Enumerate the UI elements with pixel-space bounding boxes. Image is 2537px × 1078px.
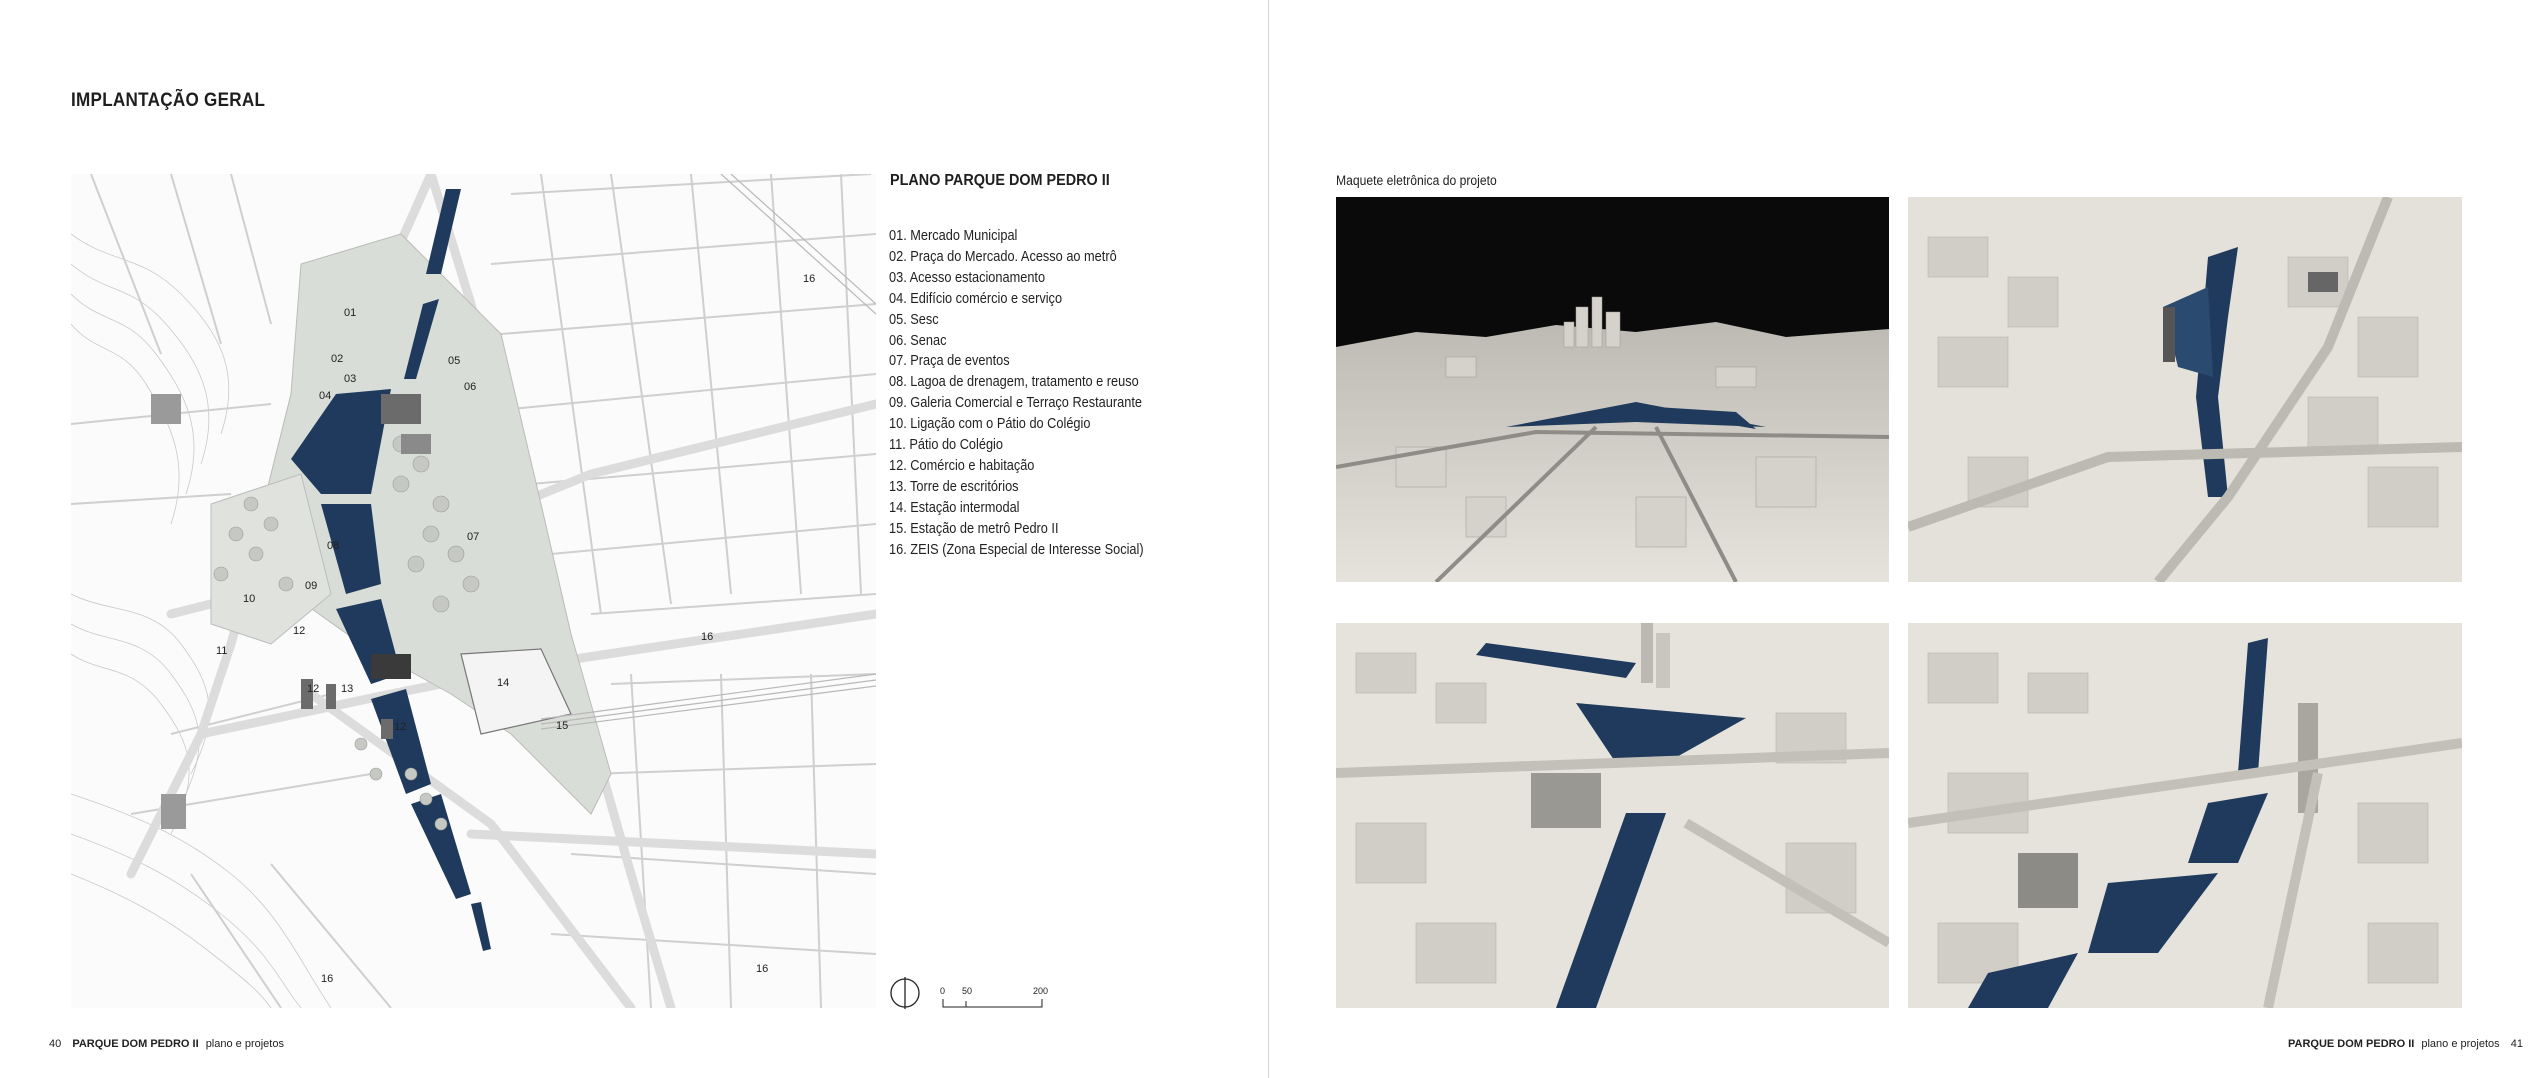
legend-item: 07. Praça de eventos xyxy=(889,353,1010,370)
legend-item: 10. Ligação com o Pátio do Colégio xyxy=(889,416,1091,433)
legend-item: 03. Acesso estacionamento xyxy=(889,269,1046,286)
page-spine xyxy=(1268,0,1269,1078)
map-label-05: 05 xyxy=(448,355,461,367)
scale-label-0: 0 xyxy=(940,986,946,996)
legend-item: 04. Edifício comércio e serviço xyxy=(889,290,1063,307)
legend-item: 06. Senac xyxy=(889,332,947,349)
map-label-15: 15 xyxy=(556,720,569,732)
page-number: 41 xyxy=(2510,1038,2523,1050)
model-render-2 xyxy=(1908,197,2462,582)
legend-item: 11. Pátio do Colégio xyxy=(889,437,1003,454)
page-number: 40 xyxy=(49,1038,62,1050)
scale-label-200: 200 xyxy=(1033,986,1049,996)
plan-title: PLANO PARQUE DOM PEDRO II xyxy=(890,172,1110,189)
footer-title: PARQUE DOM PEDRO II xyxy=(72,1038,199,1050)
legend-item: 01. Mercado Municipal xyxy=(889,228,1018,244)
map-label-09: 09 xyxy=(305,580,318,592)
scale-label-50: 50 xyxy=(962,986,973,996)
map-label-07: 07 xyxy=(467,531,480,543)
legend-item: 08. Lagoa de drenagem, tratamento e reuso xyxy=(889,374,1139,391)
map-label-14: 14 xyxy=(497,677,510,689)
map-label-12b: 12 xyxy=(307,683,320,695)
legend-item: 16. ZEIS (Zona Especial de Interesse Social) xyxy=(889,541,1144,558)
scale-bar-icon xyxy=(940,985,1050,1020)
map-label-13: 13 xyxy=(341,683,354,695)
legend-item: 14. Estação intermodal xyxy=(889,499,1020,516)
map-label-16d: 16 xyxy=(321,973,334,985)
model-render-4 xyxy=(1908,623,2462,1008)
map-label-02: 02 xyxy=(331,353,344,365)
map-label-16c: 16 xyxy=(756,963,769,975)
map-label-11: 11 xyxy=(216,645,228,657)
footer-subtitle: plano e projetos xyxy=(205,1038,284,1050)
legend-item: 12. Comércio e habitação xyxy=(889,457,1035,474)
map-label-16b: 16 xyxy=(701,631,714,643)
footer-right xyxy=(2288,1038,2523,1050)
map-label-06: 06 xyxy=(464,381,477,393)
model-caption: Maquete eletrônica do projeto xyxy=(1336,173,1497,188)
map-label-12a: 12 xyxy=(293,625,306,637)
map-label-12c: 12 xyxy=(394,721,407,733)
footer-title: PARQUE DOM PEDRO II xyxy=(2288,1038,2415,1050)
map-label-08: 08 xyxy=(327,540,340,552)
plan-legend xyxy=(889,226,1178,561)
map-label-10: 10 xyxy=(243,593,256,605)
legend-item: 09. Galeria Comercial e Terraço Restaurante xyxy=(889,395,1142,412)
footer-left xyxy=(49,1038,284,1050)
map-label-03: 03 xyxy=(344,373,357,385)
legend-item: 15. Estação de metrô Pedro II xyxy=(889,520,1059,537)
map-label-16a: 16 xyxy=(803,273,816,285)
footer-subtitle: plano e projetos xyxy=(2421,1038,2500,1050)
map-label-01: 01 xyxy=(344,307,357,319)
legend-item: 05. Sesc xyxy=(889,311,939,328)
map-label-04: 04 xyxy=(319,390,332,402)
model-render-1 xyxy=(1336,197,1889,582)
site-plan-map xyxy=(71,174,876,1008)
legend-item: 13. Torre de escritórios xyxy=(889,478,1019,495)
model-render-3 xyxy=(1336,623,1889,1008)
page-heading: IMPLANTAÇÃO GERAL xyxy=(71,90,266,111)
north-arrow-icon xyxy=(888,976,922,1015)
legend-item: 02. Praça do Mercado. Acesso ao metrô xyxy=(889,248,1117,265)
